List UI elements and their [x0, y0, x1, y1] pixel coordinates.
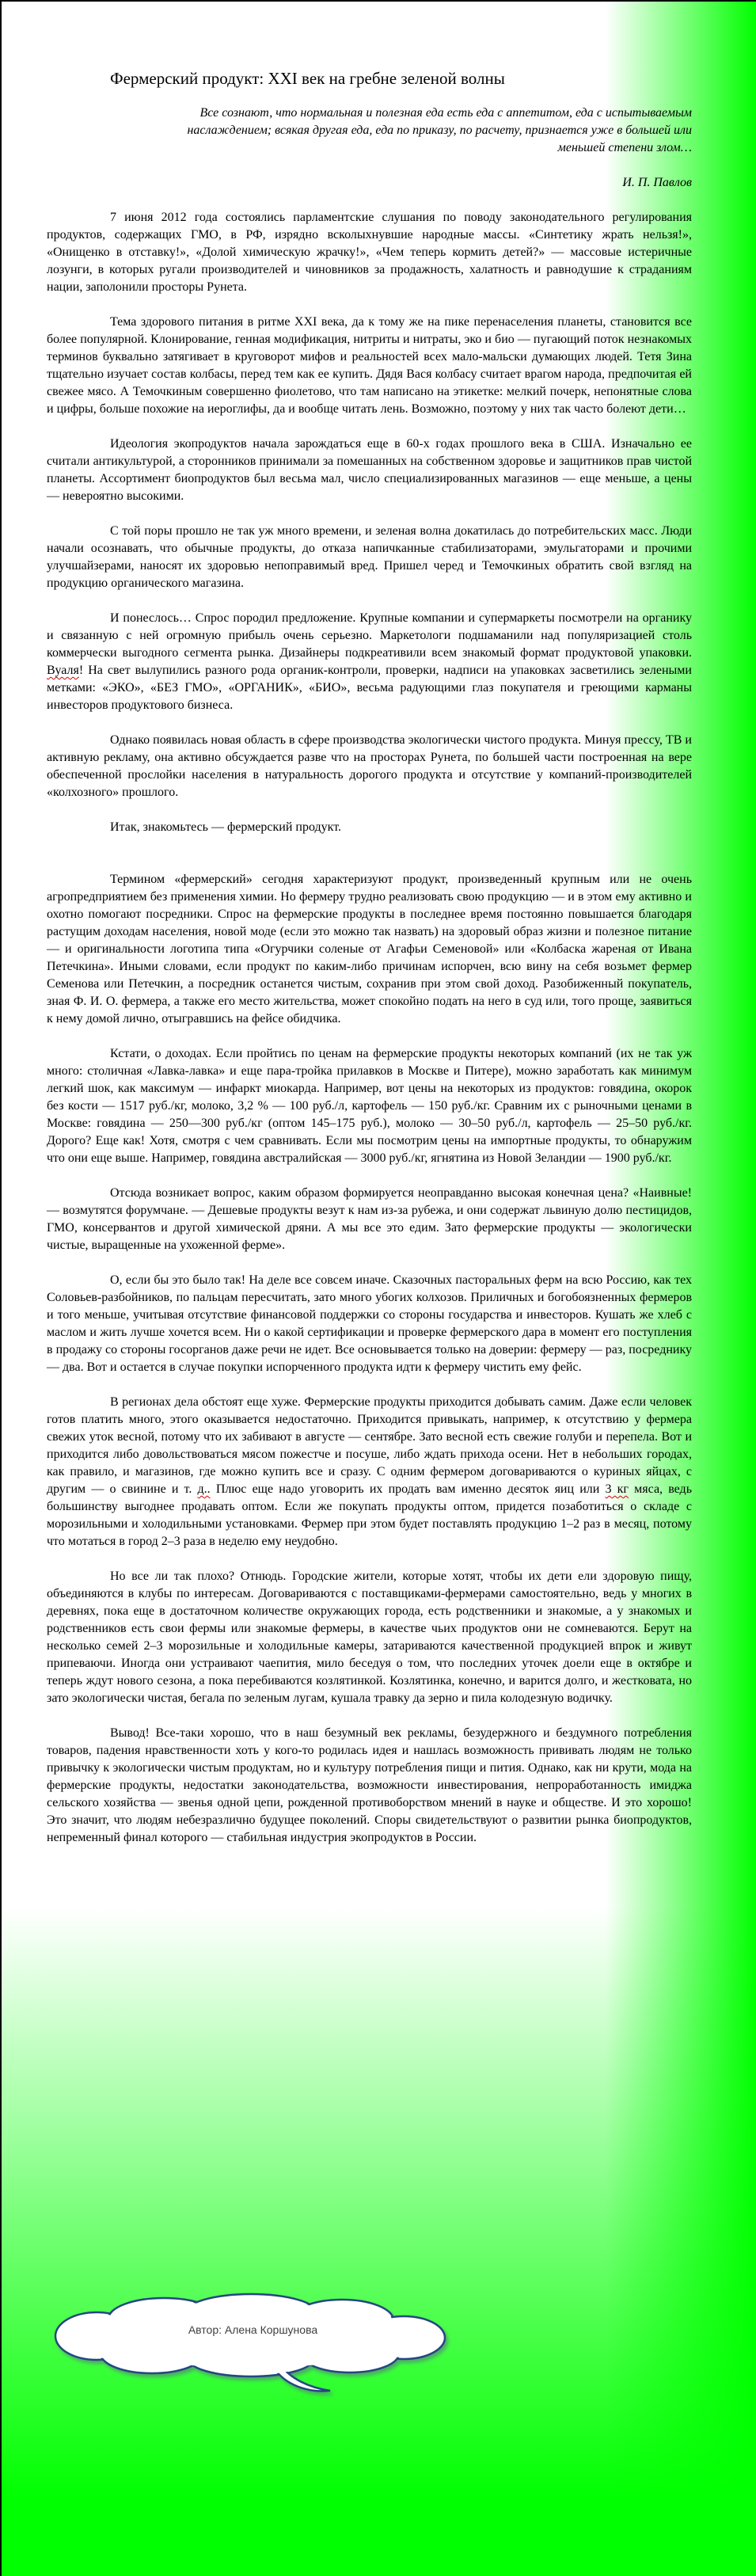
paragraph: Отсюда возникает вопрос, каким образом формируется неоправданно высокая конечная цена? «Наивные! — возмутятся форумчане. — Дешевые продукты везут к нам из-за рубежа, и они содержат львиную долю пестицидов, ГМО, консервантов и другой химической дряни. А мы все это едим. Зато фермерские продукты — экологически чистые, выращенные на ухоженной ферме».: [47, 1186, 692, 1252]
paragraph: Идеология экопродуктов начала зарождаться еще в 60-х годах прошлого века в США. Изначально ее считали антикультурой, а сторонников принимали за помешанных на собственном здоровье и защитников прав чистой планеты. Ассортимент биопродуктов был весьма мал, число специализированных магазинов — еще меньше, а цены — невероятно высокими.: [47, 437, 692, 503]
spellcheck-underline: 3 кг: [605, 1482, 629, 1496]
paragraph: С той поры прошло не так уж много времени, и зеленая волна докатилась до потребительских масс. Люди начали осознавать, что обычные продукты, до отказа напичканные стабилизаторами, эмульгаторами и прочими улучшайзерами, наносят их здоровью непоправимый вред. Пришел черед и Темочкиных обратить свой взгляд на продукцию органического магазина.: [47, 524, 692, 590]
paragraph: Однако появилась новая область в сфере производства экологически чистого продукта. Минуя прессу, ТВ и активную рекламу, она активно обсуждается разве что на просторах Рунета, по большей части построенная на вере обеспеченной прослойки населения в натуральность дорогого продукта и отсутствие у компаний-производителей «колхозного» прошлого.: [47, 733, 692, 799]
author-callout: [49, 2290, 457, 2393]
epigraph: Все сознают, что нормальная и полезная еда есть еда с аппетитом, еда с испытываемым наслаждением; всякая другая еда, еда по приказу, по расчету, признается уже в большей или меньшей степени злом…: [187, 106, 692, 154]
epigraph-attribution: И. П. Павлов: [622, 176, 692, 189]
paragraph: Вывод! Все-таки хорошо, что в наш безумный век рекламы, безудержного и бездумного потребления товаров, падения нравственности хоть у кого-то родилась идея и нашлась возможность прививать людям не только привычку к экологически чистым продуктам, но и культуру потребления пищи и пития. Однако, как ни крути, мода на фермерские продукты, недостатки законодательства, возможности инвестирования, непроработанность имиджа сельского хозяйства — звенья одной цепи, рожденной противоборством мнений в науке и обществе. И это хорошо! Это значит, что людям небезразлично будущее поколений. Споры свидетельствуют о развитии рынка биопродуктов, непременный финал которого — стабильная индустрия экопродуктов в России.: [47, 1726, 692, 1844]
paragraph: И понеслось… Спрос породил предложение. Крупные компании и супермаркеты посмотрели на органику и связанную с ней огромную прибыль очень серьезно. Маркетологи подшаманили над популяризацией столь коммерчески выгодного сегмента рынка. Дизайнеры подкреативили всем знакомый формат продуктовой упаковки. Вуаля! На свет вылупились разного рода органик-контроли, проверки, надписи на упаковках засветились зелеными метками: «ЭКО», «БЕЗ ГМО», «ОРГАНИК», «БИО», весьма радующими глаз покупателя и греющими карманы инвесторов продуктового бизнеса.: [47, 611, 692, 712]
page-title: Фермерский продукт: XXI век на гребне зеленой волны: [110, 69, 505, 88]
paragraph: Но все ли так плохо? Отнюдь. Городские жители, которые хотят, чтобы их дети ели здоровую пищу, объединяются в клубы по интересам. Договариваются с поставщиками-фермерами самостоятельно, ведь у многих в деревнях, пока еще в достаточном количестве окружающих города, есть родственники и знакомые, а у знакомых и родственников есть свои фермы или знакомые фермеры, в качестве чьих продуктов они не сомневаются. Берут на несколько семей 2–3 морозильные и холодильные камеры, затариваются качественной продукцией впрок и живут припеваючи. Иногда они устраивают чаепития, мило беседуя о том, что последних уточек доели еще в октябре и теперь ждут нового сезона, а пока перебиваются козлятинкой. Козлятинка, конечно, и варится долго, и жестковата, но зато экологически чистая, бегала по зеленым лугам, кушала травку да зерно и пила колодезную водичку.: [47, 1570, 692, 1705]
paragraph: Кстати, о доходах. Если пройтись по ценам на фермерские продукты некоторых компаний (их не так уж много: столичная «Лавка-лавка» и еще пара-тройка прилавков в Москве и Питере), можно заработать как минимум легкий шок, как максимум — инфаркт миокарда. Например, вот цены на некоторых из продуктов: говядина, окорок без кости — 1517 руб./кг, молоко, 3,2 % — 100 руб./л, картофель — 150 руб./кг. Сравним их с рыночными ценами в Москве: говядина — 250—300 руб./кг (оптом 145–175 руб.), молоко — 30–50 руб./л, картофель — 25–50 руб./кг. Дорого? Еще как! Хотя, смотря с чем сравнивать. Если мы посмотрим цены на импортные продукты, то обнаружим что они еще выше. Например, говядина австралийская — 3000 руб./кг, ягнятина из Новой Зеландии — 1900 руб./кг.: [47, 1047, 692, 1165]
article: [47, 68, 692, 1864]
article-body: [47, 209, 692, 1847]
cloud-callout-shape: [49, 2290, 457, 2393]
paragraph: Тема здорового питания в ритме XXI века, да к тому же на пике перенаселения планеты, становится все более популярной. Клонирование, генная модификация, нитриты и нитраты, эко и био — пугающий поток незнакомых терминов буквально затягивает в круговорот мифов и реальностей всех мало-мальски думающих людей. Тетя Зина тщательно изучает состав колбасы, перед тем как ее купить. Дядя Вася колбасу считает врагом народа, предпочитая ей свежее мясо. А Темочкиным совершенно фиолетово, что там написано на этикетке: мелкий почерк, непонятные слова и цифры, больше похожие на иероглифы, да и вообще читать лень. Возможно, поэтому у них так часто болеют дети…: [47, 315, 692, 416]
paragraph: 7 июня 2012 года состоялись парламентские слушания по поводу законодательного регулирования продуктов, содержащих ГМО, в РФ, изрядно всколыхнувшие народные массы. «Синтетику жрать нельзя!», «Онищенко в отставку!», «Долой химическую жрачку!», «Чем теперь кормить детей?» — массовые истеричные лозунги, в которых ругали производителей и чиновников за продажность, халатность и равнодушие к страданиям нации, заполонили просторы Рунета.: [47, 211, 692, 294]
paragraph: Итак, знакомьтесь — фермерский продукт.: [110, 820, 342, 834]
spellcheck-underline: д..: [197, 1482, 211, 1496]
author-label: Автор: Алена Коршунова: [188, 2323, 318, 2336]
paragraph: О, если бы это было так! На деле все совсем иначе. Сказочных пасторальных ферм на всю Россию, как тех Соловьев-разбойников, по пальцам пересчитать, зато много убогих колхозов. Приличных и богобоязненных фермеров и того меньше, учитывая отсутствие финансовой поддержки со стороны государства и инвесторов. Кушать же хлеб с маслом и жить лучше хочется всем. Ни о какой сертификации и проверке фермерского дара в момент его поступления в продажу со стороны госорганов даже речи не идет. Все основывается только на доверии: фермеру — раз, посреднику — два. Вот и остается в случае покупки испорченного продукта идти к фермеру чистить ему фейс.: [47, 1273, 692, 1374]
spellcheck-underline: Вуаля: [47, 664, 79, 677]
paragraph: В регионах дела обстоят еще хуже. Фермерские продукты приходится добывать самим. Даже если человек готов платить много, этого оказывается недостаточно. Приходится привыкать, например, к отсутствию у фермера свежих уток весной, потому что их забивают в августе — сентябре. Зато весной есть свежие голуби и перепела. Вот и приходится либо довольствоваться мясом пожестче и посуше, либо ждать прихода осени. Нет в небольших городах, как правило, и магазинов, где можно купить все и сразу. С одним фермером договариваются о куриных яйцах, с другим — о свинине и т. д.. Плюс еще надо уговорить их продать вам именно десяток яиц или 3 кг мяса, ведь большинству выгоднее продавать оптом. Если же покупать продукты оптом, придется позаботиться о складе с морозильными и холодильными установками. Фермер при этом будет поставлять продукцию 1–2 раз в месяц, потому что мотаться в город 2–3 раза в неделю ему неудобно.: [47, 1395, 692, 1548]
paragraph: Термином «фермерский» сегодня характеризуют продукт, произведенный крупным или не очень агропредприятием без применения химии. Но фермеру трудно реализовать свою продукцию — и в этом ему активно и охотно помогают посредники. Спрос на фермерские продукты в последнее время постоянно повышается благодаря растущим доходам населения, новой моде (если это можно так назвать) на здоровый образ жизни и полезное питание — и оригинальности логотипа типа «Огурчики соленые от Агафьи Семеновой» или «Колбаска жареная от Ивана Петечкина». Иными словами, если продукт по каким-либо причинам испорчен, всю вину на себя возьмет фермер Семенова или Петечкин, а посредник останется чистым, сохранив при этом свой доход. Разобиженный покупатель, зная Ф. И. О. фермера, а также его место жительства, может спокойно подать на него в суд или, того проще, заявиться к нему домой лично, отыгравшись на фейсе обидчика.: [47, 873, 692, 1025]
